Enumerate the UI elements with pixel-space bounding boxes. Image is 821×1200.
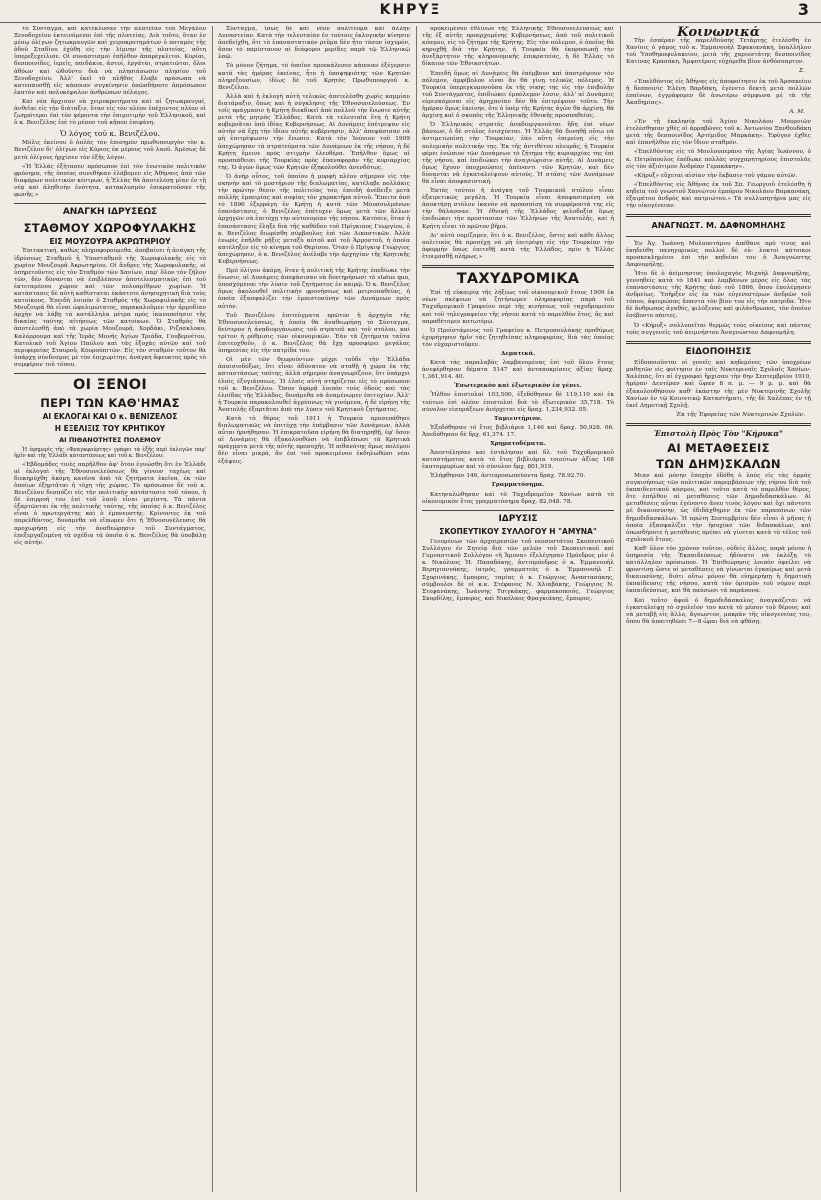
subheading: Ταμιευτήριον. [493,415,543,422]
signature: Α. Μ. [789,108,805,115]
article-paragraph: Ἀπεστάλησαν καὶ ἐστάλησαν καὶ δλ. τοῦ Ταχυδρομικοῦ καταστήματος κατὰ τὸ ἔτος βιβλιάρια τοιούτων ἀξίας 168 ἑκατομμυρίων καὶ τὸ σύνολον δρχ. 801,919. [422,450,614,471]
article-paragraph: Τὴν ἐσπέραν τῆς παρελθούσης Τετάρτης ἐτελέσθη ἐν Χανίοις ὁ γάμος τοῦ κ. Ἐμμανουὴλ Σφακιανάκη, ὑπαλλήλου τοῦ Ὑποθηκοφυλακείου, μετὰ τῆς χαριεστάτης δεσποινίδος Κατίνας Κρασάκη. Ἄμφοτέροις εὐχόμεθα βίον ἀνθόσπαρτον. [626,38,811,66]
subheading: Χρηματοδέματα. [490,441,546,447]
divider [626,236,811,237]
article-paragraph: Ἐπιτακτική, καθὼς πληροφορούμεθα, ἀποβαίνει ἡ ἀνάγκη τῆς ἱδρύσεως Σταθμοῦ ἢ Ὑποσταθμοῦ τῆς Χωροφυλακῆς εἰς τὸ χωρίον Μουζουρᾶ Ἀκρωτηρίου. Οἱ ἄνδρες τῆς Χωροφυλακῆς, οἱ ὑπηρετοῦντες εἰς τὸν Σταθμὸν τῶν Χανίων, παρ' ὅλον τὸν ζῆλον τῶν, δὲν δύνανται νὰ ἐπιβλέπουν ἀποτελεσματικῶς ἐπὶ τοῦ ἐκτεταμένου χώρου καὶ τῶν πολυαρίθμων χωρίων. Ἡ κατάστασις δὲ αὐτὴ καθίσταται ἐκάστοτε ἀνησυχητικὴ διὰ τοὺς κατοίκους. Ἐπειδὴ λοιπὸν ὁ Σταθμὸς τῆς Χωροφυλακῆς εἰς τὸ Μουζουρᾶ θὰ εἶναι ὠφελιμώτατος, παρακαλοῦμεν τὴν ἁρμοδίαν ἀρχὴν νὰ λάβῃ τὰ κατάλληλα μέτρα πρὸς ἱκανοποίησιν τῆς δικαίας ταύτης αἰτήσεως τῶν κατοίκων. Ὁ Σταθμὸς θὰ ἀποτελεσθῇ ἀπὸ τὰ χωρία Μουζουρᾶ, Χορδάκι, Ριζοσκλοκο, Καλόρρουμα καὶ τῆς Ἱερᾶς Μονῆς Ἁγίων Τριάδα, Γουβερνέτου, Κατολικὸ τοῦ Ἁγίου Παύλου καὶ τὰς ἐξοχὰς αὐτῶν καὶ τοῦ περιφερείας Σταυροῦ, Κουρούπιτῶν. Εἰς τὸν σταθμὸν τοῦτον θὰ ὑπάρχῃ σύνδεσμος μὲ τὸν ἐπιχωρίτην, ἀνάγκη ἄφευκτος πρὸς τὸ συμφέρον τοῦ τόπου. [14,248,206,368]
headline-anagki-line1: ΑΝΑΓΚΗ ΙΔΡΥΣΕΩΣ [62,207,158,218]
columns [14,26,811,1192]
article-paragraph: Ἦτο δὲ ὁ ἀείμνηστος ὑπολοχαγὸς Μιχαὴλ Δαφνομήλης, γεννηθεὶς κατὰ τὸ 1841 καὶ λαμβάνων μέρος εἰς ὅλας τὰς ἐπαναστάσεις τῆς Κρήτης ἀπὸ τοῦ 1866, ὅπου ἐπολέμησεν ἀνδρείως. Ὑπῆρξεν εἷς ἐκ τῶν εὐγενεστέρων ἀνδρῶν τοῦ τόπου, ἀφιερώσας ἅπαντα τὸν βίον του εἰς τὴν πατρίδα. Ἦτο δὲ ἄνθρωπος ἀγαθός, φιλόξενος καὶ φιλάνθρωπος, τὸν ὁποῖον ἐσέβοντο πάντες. [626,270,811,320]
article-paragraph: Ὁ Προϊστάμενος τοῦ Γραφείου κ. Πετροπουλάκης προθύμως ἐχορήγησεν ἡμῖν τὰς ζητηθείσας πληροφορίας, διὰ τὰς ὁποίας τὸν εὐχαριστοῦμεν. [422,327,614,348]
headline-taxydromika: ΤΑΧΥΔΡΟΜΙΚΑ [456,271,580,287]
article-paragraph: Ὁ ἀνὴρ οὗτος, τοῦ ὁποίου ἡ μορφὴ πλέον σήμερον εἰς τὴν σκηνὴν καὶ τὸ μυστήριον τῆς διπλωματίας, κατέλαβε πολλάκις τὴν πρώτην θέσιν τῆς πολιτείας του, ἐπειδὴ ἀνέδειξε μετὰ πολλῆς ἐμπειρίας καὶ σοφίας τὸν χαρακτῆρα αὐτοῦ. Ἔπειτα ἀπὸ τὸ 1896 ἐξερράγη ἐν Κρήτῃ ἡ κατὰ τῶν Μουσουλμάνων ἐπανάστασις, ὁ Βενιζέλος ἐπέτυχεν ὅμως μετὰ τῶν ἄλλων ἀρχηγῶν νὰ ἐπιτύχῃ τὴν αὐτονομίαν τῆς νήσου. Κατόπιν, ὅταν ἡ ἐπανάστασις ἔληξε διὰ τῆς καθόδου τοῦ Πρίγκιπος Γεωργίου, ὁ κ. Βενιζέλος διωρίσθη σύμβουλος ἐπὶ τῶν Δικαστικῶν. Ἀλλὰ ἐνωρὶς ἐπῆλθε ρῆξις μεταξὺ αὐτοῦ καὶ τοῦ Ἁρμοστοῦ, ἡ ὁποία κατέληξεν εἰς τὸ κίνημα τοῦ Θερίσου. Ὅταν ὁ Πρίγκιψ Γεώργιος ἀπεχώρησεν, ὁ κ. Βενιζέλος ἀνέλαβε τὴν ἀρχηγίαν τῆς Κρητικῆς Κυβερνήσεως. [218,173,410,265]
divider [422,265,614,268]
column-rule [212,26,213,1192]
article-paragraph: Τὸ μόνον ζήτημα, τὸ ὁποῖον προεκάλεσεν κάποιαν ἐξέγερσιν κατὰ τὰς ἡμέρας ἐκείνας, ἦτο ἡ ὑποψηφιότης τῶν Κρητῶν πληρεξουσίων, ἰδίως δὲ τοῦ Κρητὸς Πρωθυπουργοῦ κ. Βενιζέλου. [218,63,410,91]
article-paragraph: Κατὰ τὰς παραλαβὰς λαμβανομένας ἐπὶ τοῦ ὅλου ἔτους ἀνεφέρθησαν δέματα 5147 καὶ ἀνταποκρίσεις ἀξίας δραχ. 1,361,914. 40. [422,360,614,381]
article-paragraph: «Ἐπελθόντος εἰς τὸ Μουλουπεράνο τῆς Ἀγίας Ἰωάννου, ὁ κ. Πετρόπουλος ἐπέδωκε πολλὰς συγχαρητηρίους ἐπιστολὰς εἰς τὸν ἀξιότιμον Ἀνδρέαν Γερακάκην». [626,149,811,170]
article-paragraph: Ὁ «Κήρυξ» συλλυπεῖται θερμῶς τοὺς οἰκείους καὶ πάντας τοὺς συγγενεῖς τοῦ ἀειμνήστου Ἀναγνώστου Δαφνομήλη. [626,322,811,336]
column-3 [422,26,614,1192]
article-paragraph: Δι' αὐτὸ νομίζομεν, ὅτι ὁ κ. Βενιζέλος, ὅστις καὶ κάθε ἄλλος πολιτικὸς θὰ προσέχῃ νὰ μὴ ἐπιτρέψῃ εἰς τὴν Τουρκίαν τὴν ἀφορμὴν ὅπως ἐπιτεθῇ κατὰ τῆς Ἑλλάδος, πρὶν ἡ Ἑλλὰς ἑτοιμασθῇ πλήρως.» [422,232,614,260]
article-paragraph: Σύνταγμα, ἴσως δὲ καὶ νέον πολίτευμα καὶ ἄλλην Δυναστείαν. Κατὰ τὴν τελευταίαν ἐν τούτοις ἐκλογικὴν κίνησιν ἀπεδείχθη, ὅτι τὸ ἐπαναστατικὸν ρεῦμα δὲν ἦτο τόσον ἰσχυρόν, ὅσον τὸ παρίστανον αἱ διάφοροι μερίδες παρὰ τῷ Ἑλληνικῷ λαῷ. [218,26,410,61]
column-4 [626,26,811,1192]
headline-epistoli: Ἐπιστολὴ Πρὸς Τὸν "Κήρυκα" [654,428,783,438]
headline-metathesis-line1: ΑΙ ΜΕΤΑΘΕΣΕΙΣ [667,440,770,455]
headline-anagki-line3: ΕΙΣ ΜΟΥΖΟΥΡΑ ΑΚΡΩΤΗΡΙΟΥ [49,236,171,246]
subheading: Γραμματόσημα. [491,482,545,489]
divider [14,373,206,374]
article-paragraph: τὸ Σύνταγμα, καὶ κατέκλυσαν τὴν πλατεῖαν τοῦ Μεγάλου Ξενοδοχείου ἐκτεινόμενοι ἐπὶ τῆς πλατείας. Διὰ τοῦτο, ὅταν ἐν μέσῳ ὀλίγων ζητωκραυγῶν καὶ χειροκροτημάτων ὁ ποταμὸς τῆς ὁδοῦ Σταδίου ἐχύθη εἰς τὴν λίμνην τῆς πλατείας, αὕτη ὑπερεξεχείλισε. Οἱ συναστισμοὶ ἐπῆλθον ἀπαρέγκλιτοι. Κυρίαι, δεσποινίδες, ἱερεῖς, παιδάκια, ἀστοί, ἐργάται, στρατιῶται, ὅλοι ἀθόων καὶ ὠθοῦντο διὰ νὰ πλησιάσωσιν πλησίον τοῦ Ξενοδοχείου. Ἀλλ' ἐκεῖ τὸ πλῆθος ἔλαβε πρόσωπα νὰ κατεπαυσθῇ εἰς κάποιαν συγκίνησιν ὁπῶσδήποτε ἀπρόσωπον ἐκατὸν καὶ πολυκέφαλον ἀνθρώπων πέλαγος. [14,26,206,96]
article-paragraph: Καὶ τοῦτο ἀφοῦ ὁ δημοδιδάσκαλος ἀναγκάζεται νὰ ἐγκαταλείψῃ τὸ σχολεῖον του κατὰ τὸ μέσον τοῦ θέρους καὶ νὰ μεταβῇ εἰς ἄλλο, ἄγνωστον, μακρὰν τῆς οἰκογενείας του, ὅπου θὰ ἀπαιτηθῶσι 7—8 ὧραι διὰ νὰ φθάσῃ. [626,597,811,625]
headline-eidopoiisis: ΕΙΔΟΠΟΙΗΣΙΣ [685,346,752,357]
page-number: 3 [797,0,809,19]
article-paragraph: Ἐκτὸς τούτου ἡ ἀνάγκη τοῦ Τουρκικοῦ στόλου εἶναι ἐξαιρετικῶς μεγάλη. Ἡ Τουρκία εἶναι ἀποφασισμένη νὰ ἀποκτήσῃ στόλον ἱκανὸν νὰ προασπίσῃ τὰ συμφέροντά της εἰς τὴν θάλασσαν. Ἡ ἐθνικὴ τῆς Ἑλλάδος φιλοδοξία ὅμως ἐπιδιώκει τὴν προστασίαν τῶν Ἑλλήνων τῆς Ἀνατολῆς, καὶ ἡ Κρήτη εἶναι τὸ πρῶτον βῆμα. [422,188,614,230]
article-paragraph: Καὶ νέα ἄρχισαν νὰ χειροκροτήματα καὶ αἱ ζητωκραυγαί, ἀνθεῖαι εἰς τὴν διάταξιν, ὅταν εἰς τὸν πλέον ἐπέχοντος πλέον οἱ ζωηρότεροι ἐπὶ τὸν φέροντα τὴν ἐπιμοτιμὴν τοῦ Ἑλληνικοῦ, καὶ ὁ κ. Βενιζέλος ἐπὶ τὸ μέσον τοῦ κῆπου ἐπιφάνη. [14,98,206,127]
article-paragraph: «Ἐπελθόντος εἰς Ἀθήνας ἐκ τοῦ Σπ. Γεωργιοῦ ἐτελέσθη ἡ κηδεία τοῦ γνωστοῦ Χανιώτου ἐμπόρου Νικολάου Βαρκανάκη, ἐξαιρέτου ἀνδρὸς καὶ πατριώτου.» Τὰ συλλυπητήρια μας εἰς τὴν οἰκογένειαν. [626,181,811,210]
article-paragraph: Πρὸ ὀλίγου ἀκόμη, ὅταν ἡ πολιτικὴ τῆς Κρήτης ἐπεδίωκε τὴν ἕνωσιν, αἱ Δυνάμεις ἀπεφάσισαν νὰ διατηρήσωσι τὸ status quo, ὑποσχόμεναι τὴν λύσιν τοῦ ζητήματος ἐν καιρῷ. Ὁ κ. Βενιζέλος ὅμως ἀκολουθεῖ πολιτικὴν φρονήσεως καὶ μετριοπαθείας, ἡ ὁποία ἐξασφαλίζει τὴν ἐμπιστοσύνην τῶν Δυνάμεων πρὸς αὐτόν. [218,268,410,310]
article-paragraph: Κατηναλώθησαν καὶ τὸ Ταχυδρομεῖον Χανίων κατὰ τὸ οἰκονομικὸν ἔτος γραμματόσημα δραχ. 82,048. 78. [422,491,614,505]
headline-xenoi-line5: ΑΙ ΠΙΘΑΝΟΤΗΤΕΣ ΠΟΛΕΜΟΥ [59,436,161,445]
headline-koinonika: Κοινωνικά [677,26,760,40]
article-paragraph: Γενομένων τῶν ἀρχαιρεσιῶν τοῦ νεοσυστάτου Σκοπευτικοῦ Συλλόγου ἐν Σητείᾳ διὰ τῶν μελῶν τοῦ Σκοπευτικοῦ καὶ Γυμναστικοῦ Συλλόγου «ἡ Ἄμυνα» ἐξελέγησαν Πρόεδρος μὲν ὁ κ. Νικόλαος Ἠ. Παπαδάκης, ἀντιπρόεδρος ὁ κ. Ἐμμανουὴλ Βερηγιαννάκης, ἰατρός, γραμματεὺς ὁ κ. Ἐμμανουὴλ Γ. Σχορινάκης, ἔμπορος, ταμίας ὁ κ. Γεώργιος Ἀναστασάκης, σύμβουλοι δὲ οἱ κ.κ. Στέφανος Ν. Χλιαβάκης, Γεώργιος Ν. Στεφανάκης, Ἰωάννης Τσιγκάκης, φαρμακοποιός, Γεώργιος Σκορδίλης, ἔμπορος, καὶ Νικόλαος Φραγκιάκης, ἔμπορος. [422,539,614,602]
article-paragraph: Ἀλλὰ καὶ ἡ ἐκλογὴ αὐτὴ τελικῶς ἀπετελέσθη χωρὶς καμμίαν διατάραξιν, ὅπως καὶ ἡ σύγκλησις τῆς Ἐθνοσυνελεύσεως. Ἐν τοῖς πράγμασιν ἡ Κρήτη διεκδικεῖ ἀπὸ πολλοῦ τὴν ἕνωσιν αὐτῆς μετὰ τῆς μητρὸς Ἑλλάδος. Κατὰ τὰ τελευταῖα ἔτη ἡ Κρήτη κυβερνᾶται ὑπὸ ἰδίας Κυβερνήσεως. Αἱ Δυνάμεις ἐπέτρεψαν εἰς αὐτὴν νὰ ἔχῃ τὴν ἰδίαν αὐτῆς κυβέρνησιν, ἀλλ' ἀπεφάσισαν νὰ μὴ ἐπιτρέψωσιν τὴν ἕνωσιν. Κατὰ τὸν Ἰούνιον τοῦ 1909 ἀπεχώρησαν τὰ στρατεύματα τῶν Δυνάμεων ἐκ τῆς νήσου, ἡ δὲ Κρήτη ἔμεινε πρὸς στιγμὴν ἐλευθέρα. Ἐπῆλθον ὅμως αἱ προσπάθειαι τῆς Τουρκίας πρὸς ἐπαναφορὰν τῆς κυριαρχίας της. Ὁ ἀγὼν ὅμως τῶν Κρητῶν ἐξηκολούθει ἀνενδότως. [218,93,410,171]
article-paragraph: Ἐλήφθησαν 146, ἀντιπροσωπεύοντα δραχ. 78.92.70. [430,473,586,480]
headline-xenoi-line2: ΠΕΡΙ ΤΩΝ ΚΑΘ'ΗΜΑΣ [40,396,180,411]
article-paragraph: «Ἐν τῇ ἐκκλησίᾳ τοῦ Ἁγίου Νικολάου Μουρνιῶν ἐτελέσθησαν χθὲς οἱ ἀρραβῶνες τοῦ κ. Ἀντωνίου Ξανθουδάκη μετὰ τῆς δεσποινίδος Ἀρτέμιδος Μαρκάκη». Ἐφύγον ἐχθὲς καὶ ἐπανῆλθον εἰς τὸν ἴδιον σταθμόν. [626,119,811,147]
article-paragraph: Ἐπὶ τῇ εὐκαιρίᾳ τῆς λήξεως τοῦ οἰκονομικοῦ ἔτους 1909 ἐκ νέων σκέψεων νὰ ζητήσωμεν πληροφορίας παρὰ τοῦ Ταχυδρομικοῦ Γραφείου περὶ τῆς κινήσεως τοῦ ταχυδρομείου καὶ τοῦ τηλεγραφείου τῆς νήσου κατὰ τὸ παρελθὸν ἔτος, ἅς καὶ παραθέτομεν κατωτέρω. [422,290,614,325]
signature: Σ. [799,68,805,75]
divider [422,510,614,511]
column-rule [416,26,417,1192]
subheading: Ὁ λόγος τοῦ κ. Βενιζέλου. [60,129,160,139]
article-paragraph: Ὁ Ἑλληνικὸς στρατὸς ἀναδιοργανοῦται ἤδη ἐπὶ νέων βάσεων, ὁ δὲ στόλος ἐνισχύεται. Ἡ Ἑλλὰς θὰ δυνηθῇ οὕτω νὰ ἀντιμετωπίσῃ τὴν Τουρκίαν, ἐὰν αὕτη ἐπιμείνῃ εἰς τὴν πολεμικὴν πολιτικήν της. Ἐκ τῆς ἀντιθέτου πλευρᾶς, ἡ Τουρκία φέρει ἐνώπιον τῶν Δυνάμεων τὸ ζήτημα τῆς κυριαρχίας της ἐπὶ τῆς νήσου, καὶ ἐπιδιώκει τὴν ἀναγνώρισιν αὐτῆς. Αἱ Δυνάμεις ὅμως ἔχουν ὑποχρεώσεις ἀπέναντι τῶν Κρητῶν, καὶ δὲν δύνανται νὰ ἐγκαταλείψουν αὐτούς. Ἡ στάσις τῶν Δυνάμεων θὰ εἶναι ἀποφασιστική. [422,122,614,185]
divider [626,423,811,426]
subheading: Ἐσωτερικὸν καὶ ἐξωτερικὸν ἐν γένει. [454,383,582,390]
headline-xenoi-line4: Η ΕΞΕΛΙΞΙΣ ΤΟΥ ΚΡΗΤΙΚΟΥ [54,424,166,434]
article-paragraph: Ἐπειδὴ ὅμως αἱ Δυνάμεις θὰ ἐπέμβουν καὶ ἀποτρέψουν τὸν πόλεμον, ἀμφίβολον εἶναι ἂν θὰ γίνῃ τελικῶς πόλεμος. Ἡ Τουρκία ὑπερεγκυμονοῦσα ἐκ τῆς νίκης της εἰς τὴν ἐπιβολὴν τοῦ Συντάγματος, ἐπιδιώκει ἐμπόλεμον λύσιν, ἀλλ' αἱ Δυνάμεις εὐρισκόμεναι εἰς ἀμηχανίαν δὲν θὰ ἐπιτρέψουν τοῦτο. Τὴν ἡμέραν ὅμως ἐκείνην, ὅτε ὁ ὑπὲρ τῆς Κρήτης ἀγὼν θὰ ἀρχίσῃ, θὰ ἀρχίσῃ καὶ ὁ σκοπὸς τῆς Ἑλληνικῆς ἐθνικῆς προσπαθείας. [422,70,614,120]
article-intro: Ἡ ἐφημερὶς τῆς «Φραγκφούρτης» γράφει τὰ ἑξῆς περὶ ἐκλογῶν παρ' ἡμῖν καὶ τῆς Ἑλλάδι καταστάσεως καὶ τοῦ κ. Βενιζέλου: [14,446,206,460]
headline-metathesis-line2: ΤΩΝ ΔΗΜ)ΣΚΑΛΩΝ [656,456,781,471]
divider [626,214,811,217]
article-paragraph: Ἐξεδόθησαν τὸ ἔτος βιβλιάρια 1,146 καὶ δραχ. 50,928. 06. Ἀπεδόθησαν δὲ δρχ. 61,374. 17. [422,424,614,438]
article-paragraph: «Ἡ Ἑλλὰς ἐξήτασεν πρόσωπον ἐπὶ τὸν ἐνωτικὸν πολιτικὸν φρόνημα, τῆς ὁποίας συνεθήκαν ἐλάβομεν εἰς Ἀθήναις ἀπὸ τῶν διαφόρων πολιτικῶν κέντρων, ἡ Ἑλλὰς θὰ ἀποτελέσῃ μίαν ἐν τῇ νέᾳ καὶ ἀληθινὴν ἐνότητα, κατακλυσμὸν ἐπικρατοῦσαν τῆς φωνῆς.» [14,163,206,198]
article-paragraph: Καθ' ὅλον τὸν χρόνον τοῦτον, οὐδεὶς ἄλλος, παρὰ μόνον ἡ ὑπηρεσία τῆς Ἐκπαιδεύσεως ἠδύνατο νὰ ἐκλέξῃ τὸ κατάλληλον πρόσωπον. Ἡ Ἐπιθεώρησις λοιπὸν ὀφείλει νὰ φροντίσῃ ὥστε αἱ μεταθέσεις νὰ γίνωνται ἐγκαίρως καὶ μετὰ δικαιοσύνης, διότι οὕτω μόνον θὰ εὐημερήσῃ ἡ δημοτικὴ ἐκπαίδευσις τῆς νήσου, κατὰ τὸν ὁρισμὸν τοῦ νόμου περὶ ἐκπαιδεύσεως, καὶ θὰ παύσωσι τὰ παράπονα. [626,545,811,595]
article-paragraph: Τοῦ Βενιζέλου ἐπιτεύγματα πρῶτον ἡ ἀρχηγία τῆς Ἐθνοσυνελεύσεως, ἡ ὁποία θὰ ἀναθεωρήσῃ τὸ Σύνταγμα, δεύτερον ἡ ἀναδιοργάνωσις τοῦ στρατοῦ καὶ τοῦ στόλου, καὶ τρίτον ἡ ρύθμισις τῶν οἰκονομικῶν. Ἐὰν τὰ ζητήματα ταῦτα ἐπιτευχθοῦν, ὁ κ. Βενιζέλος θὰ ἔχῃ προσφέρει μεγάλας ὑπηρεσίας εἰς τὴν πατρίδα του. [218,312,410,355]
masthead-title: ΚΗΡΥΞ [379,2,442,18]
headline-anagnost: ΑΝΑΓΝΩΣΤ. Μ. ΔΑΦΝΟΜΗΛΗΣ [651,221,786,231]
column-rule [620,26,621,1192]
article-paragraph: Ἐν Ἁγ. Ἰωάννῃ Μολοποτάμου ἀπέθανε πρὸ τινος καὶ ἐκηδεύθη πανηγυρικῶς πολλοὶ δὲ εὐ- λοκτοὶ κάτοικοι προσκεκλημένοι ἐπὶ τὴν κηδείαν του ὁ Ἀναγνώστης Δαφνομήλης. [626,240,811,268]
subheading: Δεματικά. [500,350,536,357]
article-paragraph: «Ἑβδομάδες τινὲς παρῆλθον ἀφ' ὅτου ἐγνώσθη ὅτι ἐν Ἑλλάδι αἱ ἐκλογαὶ τῆς Ἐθνοσυνελεύσεως θὰ γίνουν ταχέως καὶ διεκηρύχθη ἀκόμη κανένα ἀπὸ τὰ ζητήματα ἐκεῖνα, ἐκ τῶν ὁποίων ἐξηρτᾶται ἡ τύχη τῆς χώρας. Τὸ πρόσωπον δὲ τοῦ κ. Βενιζέλου δεσπόζει εἰς τὴν πολιτικὴν κατάστασιν τοῦ τόπου, ἡ δὲ ἐπιρροή του ἐπὶ τοῦ λαοῦ εἶναι μεγίστη. Τὰ πάντα ἐξαρτῶνται ἐκ τῆς πολιτικῆς ταύτης, τῆς ὁποίας ὁ κ. Βενιζέλος εἶναι ὁ πρωτεργάτης καὶ ὁ ἐμπνευστής. Κρίνοντες ἐκ τοῦ παρελθόντος, δυνάμεθα νὰ εἴπωμεν ὅτι ἡ Ἐθνοσυνέλευσις θὰ προχωρήσῃ εἰς τὴν ἀναθεώρησιν τοῦ Συντάγματος, ἐπεξεργαζομένη τὰ σχέδια τὰ ὁποῖα ὁ κ. Βενιζέλος θὰ ὑποβάλῃ εἰς αὐτήν. [14,461,206,546]
column-1 [14,26,206,1192]
article-paragraph: Εἰδοποιοῦνται οἱ γονεῖς καὶ κηδεμόνες τῶν ὑποχρέων μαθητῶν εἰς φοίτησιν ἐν ταῖς Νυκτεριναῖς Σχολαῖς Χανίων-Χαλέπας, ὅτι αἱ ἐγγραφαὶ ἤρχισαν τὴν 6ην Σεπτεμβρίου 1910, ἡμέραν Δευτέραν καὶ ὥραν 8 π. μ. — 9 μ. μ. καὶ θὰ ἐξακολουθήσουν καθ' ἑκάστην τῆς μὲν Νυκτερινῆς Σχολῆς Χανίων ἐν τῷ Κοινοτικῷ Καταστήματι, τῆς δὲ Χαλέπας ἐν τῇ ἐκεῖ Δημοτικῇ Σχολῇ. [626,360,811,409]
signature: Ἐκ τῆς Ἐφορείας τῶν Νυκτερινῶν Σχολῶν. [676,411,805,418]
article-paragraph: Μιαν καὶ μόνην ἐποχὴν ἐδόθη ὁ λαὸς εἰς τὰς ὁρμὰς συγκινήσεως τῶν πολιτικῶν παρεμβάσεων τῆς νήσου διὰ τοῦ ἐκπαιδευτικοῦ κόσμου, καὶ τοῦτο κατὰ τὸ παρελθὸν θέρος, ὅτε ἐπήλθον αἱ μεταθέσεις τῶν Δημοδιδασκάλων. Αἱ μεταθέσεις αὗται ἐγένοντο ἄνευ τινὸς λόγου καὶ ὄχι πάντοτε μὲ δικαιοσύνην, ὡς ἐδιδάχθημεν ἐκ τῶν παραπόνων τῶν δημοδιδασκάλων. Ἡ πρώτη Σεπτεμβρίου δὲν εἶναι ὁ μῆνας ἡ ὁποία ἐξασφαλίζει τὴν ἡσυχίαν τῶν διδασκάλων, καὶ ὁπωσδήποτε ἡ μετάθεσις πρέπει νὰ γίνεται κατὰ τὸ τέλος τοῦ σχολικοῦ ἔτους. [626,472,811,543]
masthead [0,0,821,23]
article-paragraph: «Ἐπελθόντος εἰς Ἀθήνας εἰς ἀποφοίτησιν ἐκ τοῦ Ἀρσακείου ἡ δεσποινὶς Ἑλένη Βαρδάκη, ἐγένετο δεκτὴ μετὰ πολλῶν ἐπαίνων, ἐγγράφομεν δὲ ἀνωτέρω σύμφωνα μὲ τὰ τῆς Ἀκαδημίας». [626,78,811,106]
article-paragraph: «Κήρυξ» εὔχεται αἰσίαν τὴν ἔκβασιν τοῦ γάμου αὐτῶν. [634,172,798,179]
headline-idrysis-line1: ΙΔΡΥΣΙΣ [498,513,538,524]
headline-anagki-line2: ΣΤΑΘΜΟΥ ΧΩΡΟΦΥΛΑΚΗΣ [23,220,197,235]
headline-xenoi-line3: ΑΙ ΕΚΛΟΓΑΙ ΚΑΙ Ο κ. ΒΕΝΙΖΕΛΟΣ [42,412,178,422]
article-paragraph: προκειμένου ἐθλίνων τῆς Ἑλληνικῆς Ἐθνοσυνελεύσεως καὶ τῆς ἐξ αὐτῆς προερχομένης Κυβερνήσεως, ἀπὸ τοῦ πολιτικοῦ κόσμου, εἰς τὸ ζήτημα τῆς Κρήτης. Εἰς τὸν πόλεμον, ὁ ὁποῖος θὰ κηρυχθῇ διὰ τὴν Κρήτην, ἡ Τουρκία θὰ ἐκπροσωπῇ τὴν ἀνεξάρτητον τῆς κληρονομικῆς ἐπικρατείας, ἡ δὲ Ἑλλὰς τὸ δίκαιον τῶν Ἐθνικοτήτων. [422,26,614,68]
article-paragraph: Κατὰ τὸ θέρος τοῦ 1911 ἡ Τουρκία προσεπάθησε διπλωματικῶς νὰ ἐπιτύχῃ τὴν ἐπέμβασιν τῶν Δυνάμεων, ἀλλὰ αὗται ἠρνήθησαν. Ἡ ἐπικρατοῦσα εἰρήνη θὰ διατηρηθῇ, ἐφ' ὅσον αἱ Δυνάμεις θὰ ἐξακολουθῶσι νὰ ἐπιβλέπωσι τὰ Κρητικὰ πράγματα μετὰ τῆς αὐτῆς προσοχῆς. Ἡ πιθανότης ὅμως πολέμου δὲν εἶναι μικρά, ἂν ἐπὶ τοῦ προκειμένου ἐκδηλωθῶσι νέαι ἐξάψεις. [218,415,410,465]
divider [14,203,206,204]
headline-idrysis-line2: ΣΚΟΠΕΥΤΙΚΟΥ ΣΥΛΛΟΓΟΥ Η "ΑΜΥΝΑ" [439,527,597,537]
article-paragraph: Ἦλθον ἐπιστολαὶ 103,500, ἐξεδόθησαν δὲ 119,110 καὶ ἐκ τούτων ἐπὶ πλέον ἐπιστολαὶ διὰ τὸ ἐξωτερικὸν 35,718. Τὸ σύνολον εἰσπράξεων ἀνέρχεται εἰς δραχ. 1,234,932. 05. [422,392,614,413]
column-2 [218,26,410,1192]
headline-xenoi-line1: ΟΙ ΞΕΝΟΙ [72,377,148,394]
article-paragraph: Μόλις ἐκείνου ὁ ὁπλὸς τὸν ἐπισημὸν πρωθυπουργὸν τὸν κ. Βενιζέλου δι' ὀλίγων εἰς Κύριος ἐκ μέρους τοῦ λαοῦ. Ἀμέσως δὲ μετὰ ὀλίγους ἠρχίσεν τὸν ἐξῆς λόγον. [14,140,206,161]
divider [626,341,811,344]
article-paragraph: Οἱ μὲν τῶν θεωρούντων μέχρι τοῦδε τὴν Ἑλλάδα ἀπαισιοδόξως, ὅτι εἶναι ἀδύνατον νὰ σταθῇ ἡ χώρα ἐκ τῆς καταστάσεως ταύτης, ἀλλὰ σήμερον ἀναγνωρίζουν, ὅτι ὑπάρχει ἐλπὶς ἐξυγιάνσεως. Ἡ ἐλπὶς αὐτὴ στηρίζεται εἰς τὸ πρόσωπον τοῦ κ. Βενιζέλου. Ὅσον ἀφορᾷ λοιπὸν τοὺς ὁδοὺς καὶ τὰς ἐλπίδας τῆς Ἑλλάδος, δυνάμεθα νὰ ἀναμένωμεν ἐπιτυχίαν. Ἀλλ' ἡ Τουρκία παρακολουθεῖ ἀγρύπνως τὰ γινόμενα, ἡ δὲ εἰρήνη τῆς Ἀνατολῆς ἐξαρτᾶται ἀπὸ τὴν λύσιν τοῦ Κρητικοῦ ζητήματος. [218,357,410,413]
